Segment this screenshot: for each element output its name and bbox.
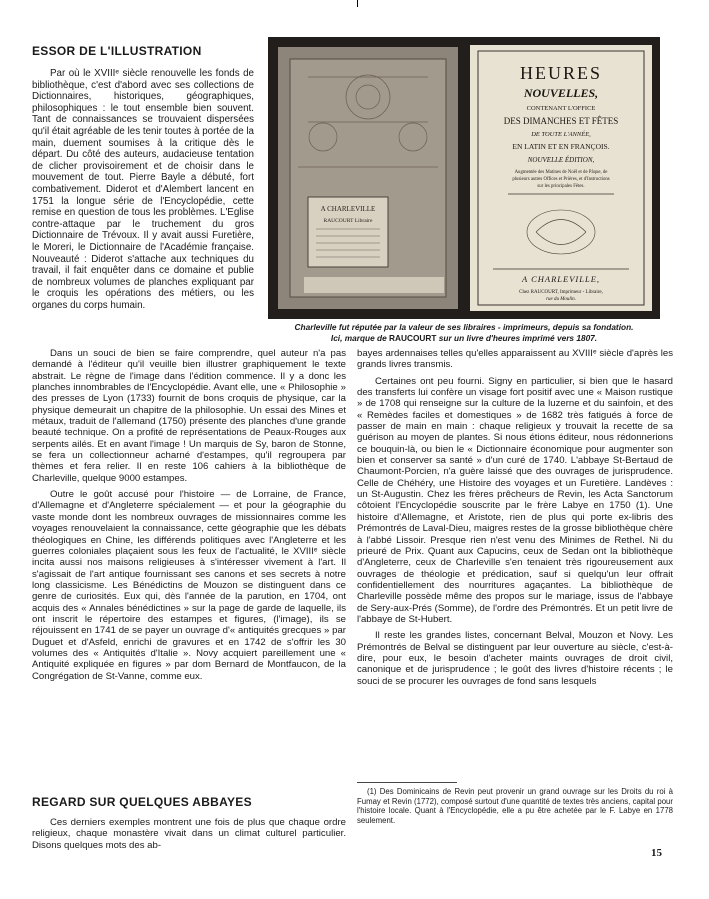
photo-line-edition: NOUVELLE ÉDITION, (527, 156, 595, 164)
book-photo-illustration (268, 37, 660, 319)
right-paragraph-2: Certaines ont peu fourni. Signy en particulier, si bien que le hasard des transferts lui confère un visage fort positif avec une « Maison rustique » de 1708 qui renseigne sur la culture de la luzerne et du sainfoin, et des « Remèdes faciles et domestiques » de 1682 très fatigués à force de passer de main en main : chaque religieux y trouvait la recette de sa guérison au moyen de plantes. Si nous étions éditeur, nous rédonnerions ce bouquin-là, ou bien le « Dictionnaire économique pour augmenter son bien et conserver sa santé » d'un curé de 1740. L'abbaye St-Bertaud de Chaumont-Porcien, n'a guère laissé que des ouvrages de jurisprudence. Celle de Chéhéry, une Histoire des voyages et un Furetière. Landèves : un St-Augustin. Chez les frères prêcheurs de Revin, les Acta Sanctorum côtoient l'Encyclopédie souscrite par le frère Labye en 1750 (1). Une histoire d'Allemagne, et Aristote, rien de plus qui porte ex-libris des Prémontrés de Laval-Dieu, maigres restes de la grosse bibliothèque chère à l'abbé Lissoir. Presque rien n'est venu des Minimes de Rethel. Ni du prieuré de Prix. Quant aux Capucins, ceux de Sedan ont la bibliothèque d'Angleterre, ceux de Charleville s'en tenaient très rigoureusement aux ouvrages de théologie et prédication, sauf si quelqu'un leur offrait confidentiellement des nourritures agaçantes. La bibliothèque de Charleville possède même des propos sur le mariage, issus de l'abbaye de Sery-aux-Prés (Somme), de l'ordre des Prémontrés. Et un petit livre de l'abbaye de St-Hubert. (357, 375, 673, 625)
footnote-text: (1) Des Dominicains de Revin peut provenir un grand ouvrage sur les Droits du roi à Fumay et Revin (1772), composé surtout d'une quantité de textes très anciens, capital pour l'histoire locale. Quant à l'Encyclopédie, elle a pu être achetée par le F. Labye en 1778 seulement. (357, 787, 673, 825)
left-paragraph-1: Dans un souci de bien se faire comprendre, quel auteur n'a pas demandé à l'éditeur qu'il veuille bien illustrer graphiquement le texte abstrait. Le règne de l'image dans l'édition commence. Il y a donc les planches innombrables de l'Encyclopédie. Avant elle, une « Philosophie » des presses de Lyon (1733) fournit de bons croquis de physique, car la physique demeurait un chapitre de la philosophie. Un essai des Mines et métaux, traduit de l'allemand (1750) présente des planches d'une grande beauté technique. On a profité de représentations de Peaux-Rouges aux serpents ailés. Et en avant l'image ! Un marquis de Sy, baron de Stonne, se fera un collectionneur acharné d'estampes, qu'il regroupera par thèmes et fera relier. Il en reste 106 cahiers à la bibliothèque de Charleville, quelque 9000 estampes. (32, 348, 346, 484)
caption-line-2-post: sur un livre d'heures imprimé vers 1807. (438, 332, 598, 343)
left-paragraph-2: Outre le goût accusé pour l'histoire — de Lorraine, de France, d'Allemagne et d'Angleterre spécialement — et pour la géographie du vaste monde dont les nombreux ouvrages de missionnaires comme les voyages renouvelaient la connaissance, cette géographie que les débats théologiques en Chine, les différends politiques avec l'Angleterre et les guerres coloniales plaçaient sous les feux de l'actualité, le XVIIIᵉ siècle incita aussi nos maisons religieuses à s'intéresser vivement à l'art. Il s'agissait de l'art antique fournissant ses canons et ses secrets à notre long classicisme. Les Bénédictins de Mouzon se distinguent dans ce genre de curiosités. Eux qui, dès l'année de la parution, en 1704, ont acquis des « Annales bénédictines » sur la page de garde de laquelle, ils ont inscrit le répertoire des estampes et figures, (l'image), ils se réjouissent en 1741 de se payer un ouvrage d'« antiquités grecques » par Duguet et d'Asfeld, enrichi de gravures et en 1742 de s'offrir les 30 volumes des « Antiquités d'Italie ». Novy acquiert pareillement une « Antiquité expliquée en figures » par dom Bernard de Montfaucon, de la Congrégation de St-Vanne, comme eux. (32, 489, 346, 682)
photo-line-dimanches: DES DIMANCHES ET FÊTES (503, 116, 619, 126)
footnote-rule (357, 782, 457, 783)
photo-line-augm3: sur les principales Fêtes. (537, 184, 585, 189)
page-number: 15 (651, 847, 662, 859)
photo-caption (268, 322, 660, 343)
photo-line-contenant: CONTENANT L'OFFICE (526, 105, 596, 112)
right-paragraph-1: bayes ardennaises telles qu'elles apparaissent au XVIIIᵉ siècle d'après les grands livres transmis. (357, 348, 673, 371)
caption-line-2 (268, 333, 660, 344)
book-title-page-photo (268, 37, 660, 319)
left-column-end (32, 817, 346, 856)
footnote (357, 787, 673, 825)
left-column (32, 348, 346, 687)
intro-column (32, 68, 254, 311)
photo-place: A CHARLEVILLE, (521, 274, 601, 284)
photo-imprint-1: Chez RAUCOURT, Imprimeur - Libraire, (519, 290, 603, 295)
photo-line-latin: EN LATIN ET EN FRANÇOIS. (512, 142, 610, 151)
photo-imprint-2: rue du Moulin. (546, 297, 576, 302)
photo-line-augm1: Augmentée des Matines de Noël et de Pâque, de (514, 170, 608, 175)
photo-subtitle: NOUVELLES, (523, 86, 599, 100)
right-column (357, 348, 673, 692)
photo-line-annee: DE TOUTE L'ANNÉE, (531, 131, 591, 138)
caption-line-2-pre: Ici, marque de (330, 332, 387, 343)
sign-text-2: RAUCOURT Libraire (323, 218, 373, 224)
intro-paragraph: Par où le XVIIIᵉ siècle renouvelle les fonds de bibliothèque, c'est d'abord avec ses collections de Dictionnaires, historiques, géographiques, philosophiques : le tout ensemble bien souvent. Tant de connaissances se trouvaient dispersées qu'il était agréable de les tenir toutes à portée de la main, duement soumises à la critique dès le départ. Du côté des auteurs, audacieuse tentation de clicher provisoirement et de choisir dans le mouvement de tout. Pierre Bayle a débuté, fort combativement. Diderot et d'Alembert lancent en 1751 la longue série de l'Encyclopédie, cette remise en question de tous les problèmes. L'Eglise contre-attaque par le truchement du gros Dictionnaire de Trévoux. Il y avait aussi Furetière, le Moreri, le Dictionnaire de l'Académie française. Nouveauté : Diderot s'attache aux techniques du travail, il fait enquêter dans ce domaine et publie de nombreux volumes de planches expliquant par le croquis les opérations des métiers, ou les organes du corps humain. (32, 68, 254, 311)
heading-abbayes: REGARD SUR QUELQUES ABBAYES (32, 795, 252, 809)
caption-printer-name: RAUCOURT (389, 332, 437, 343)
sign-text-1: A CHARLEVILLE (320, 205, 376, 213)
right-paragraph-3: Il reste les grandes listes, concernant Belval, Mouzon et Novy. Les Prémontrés de Belval se distinguent par leur ouverture au siècle, c'est-à-dire, pour eux, le besoin d'acheter maints ouvrages de droit civil, canonique et de jurisprudence ; le goût des livres d'histoire récents ; le souci de se procurer les ouvrages de fond sans lesquels (357, 630, 673, 687)
left-paragraph-3: Ces derniers exemples montrent une fois de plus que chaque ordre religieux, chaque monastère vivait dans un climat culturel particulier. Disons quelques mots des ab- (32, 817, 346, 851)
crop-mark (357, 0, 358, 7)
photo-title: HEURES (519, 63, 603, 83)
caption-line-1: Charleville fut réputée par la valeur de ses libraires - imprimeurs, depuis sa fondation. (294, 322, 634, 332)
heading-essor: ESSOR DE L'ILLUSTRATION (32, 44, 202, 58)
photo-line-augm2: plusieurs autres Offices et Prières, et d'Instructions (512, 177, 610, 182)
